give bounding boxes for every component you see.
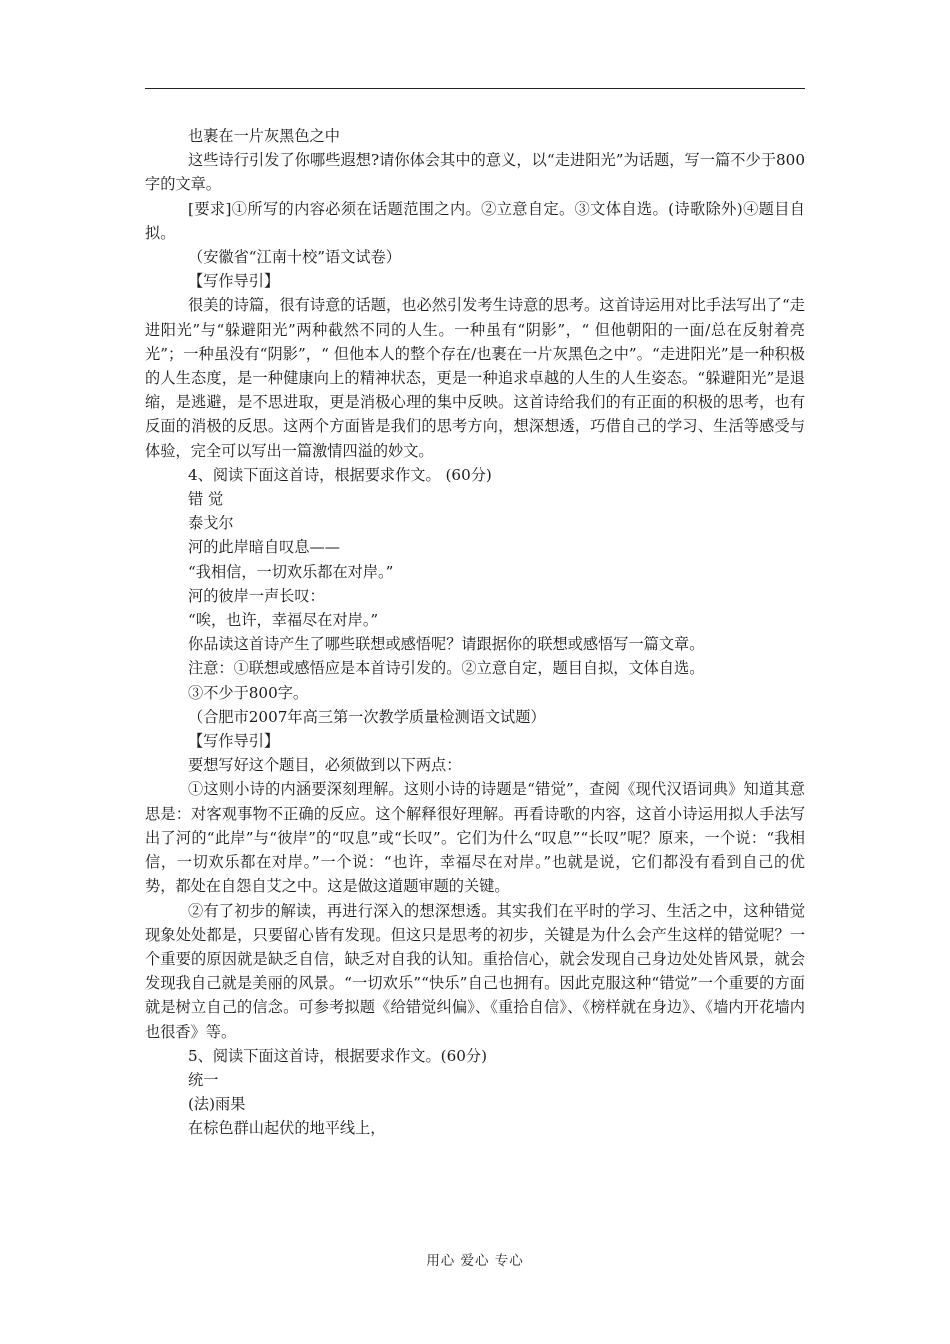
text-line: 你品读这首诗产生了哪些联想或感悟呢？请跟据你的联想或感悟写一篇文章。 bbox=[188, 635, 705, 654]
body-paragraph: ②有了初步的解读，再进行深入的想深想透。其实我们在平时的学习、生活之中，这种错觉现象处处都是，只要留心皆有发现。但这只是思考的初步，关键是为什么会产生这样的错觉呢？一个重要的原因就是缺乏自信，缺乏对自我的认知。重拾信心，就会发现自己身边处处皆风景，就会发现我自己就是美丽的风景。“一切欢乐”“快乐”自己也拥有。因此克服这种“错觉”一个重要的方面就是树立自己的信念。可参考拟题《给错觉纠偏》、《重拾自信》、《榜样就在身边》、《墙内开花墙内也很香》等。 bbox=[145, 901, 805, 1041]
text-line: “我相信，一切欢乐都在对岸。” bbox=[188, 562, 394, 581]
document-body bbox=[145, 124, 805, 1141]
text-line: （安徽省“江南十校”语文试卷） bbox=[188, 248, 401, 267]
body-paragraph: ①这则小诗的内涵要深刻理解。这则小诗的诗题是“错觉”，查阅《现代汉语词典》知道其意思是：对客观事物不正确的反应。这个解释很好理解。再看诗歌的内容，这首小诗运用拟人手法写出了河的“此岸”与“彼岸”的“叹息”或“长叹”。它们为什么“叹息”“长叹”呢？原来，一个说：“我相信，一切欢乐都在对岸。”一个说：“也许，幸福尽在对岸。”也就是说，它们都没有看到自己的优势，都处在自怨自艾之中。这是做这道题审题的关键。 bbox=[145, 780, 805, 896]
text-line: 泰戈尔 bbox=[188, 514, 234, 533]
body-paragraph: 很美的诗篇，很有诗意的话题，也必然引发考生诗意的思考。这首诗运用对比手法写出了“走进阳光”与“躲避阳光”两种截然不同的人生。一种虽有“阴影”，“ 但他朝阳的一面/总在反射着亮光”；一种虽没有“阴影”，“ 但他本人的整个存在/也裹在一片灰黑色之中”。“走进阳光”是一种积极的人生态度，是一种健康向上的精神状态，更是一种追求卓越的人生的人生姿态。“躲避阳光”是退缩，是逃避，是不思进取，更是消极心理的集中反映。这首诗给我们的有正面的积极的思考，也有反面的消极的反思。这两个方面皆是我们的思考方向，想深想透，巧借自己的学习、生活等感受与体验，完全可以写出一篇激情四溢的妙文。 bbox=[145, 296, 805, 460]
page-footer: 用心 爱心 专心 bbox=[426, 1253, 524, 1269]
text-line: 错 觉 bbox=[188, 490, 224, 509]
text-line: 河的此岸暗自叹息—— bbox=[188, 538, 340, 557]
text-line: (法)雨果 bbox=[188, 1095, 246, 1114]
text-line: 5、阅读下面这首诗，根据要求作文。(60分) bbox=[188, 1046, 488, 1065]
body-paragraph: 这些诗行引发了你哪些遐想?请你体会其中的意义，以“走进阳光”为话题，写一篇不少于800字的文章。 bbox=[145, 151, 805, 194]
text-line: 【写作导引】 bbox=[188, 272, 280, 291]
text-line: “唉，也许，幸福尽在对岸。” bbox=[188, 611, 379, 630]
text-line: ③不少于800字。 bbox=[188, 683, 309, 702]
text-line: 要想写好这个题目，必须做到以下两点： bbox=[188, 756, 462, 775]
body-paragraph: [要求]①所写的内容必须在话题范围之内。②立意自定。③文体自选。(诗歌除外)④题目自拟。 bbox=[145, 199, 805, 242]
text-line: 也裹在一片灰黑色之中 bbox=[188, 127, 340, 145]
text-line: 注意：①联想或感悟应是本首诗引发的。②立意自定，题目自拟，文体自选。 bbox=[188, 659, 705, 678]
header-rule bbox=[145, 88, 805, 89]
text-line: （合肥市2007年高三第一次教学质量检测语文试题） bbox=[188, 707, 546, 726]
text-line: 河的彼岸一声长叹： bbox=[188, 586, 325, 605]
text-line: 4、阅读下面这首诗，根据要求作文。 (60分) bbox=[188, 465, 492, 484]
text-line: 在棕色群山起伏的地平线上， bbox=[188, 1119, 386, 1138]
text-line: 统一 bbox=[188, 1070, 219, 1089]
text-line: 【写作导引】 bbox=[188, 732, 280, 751]
